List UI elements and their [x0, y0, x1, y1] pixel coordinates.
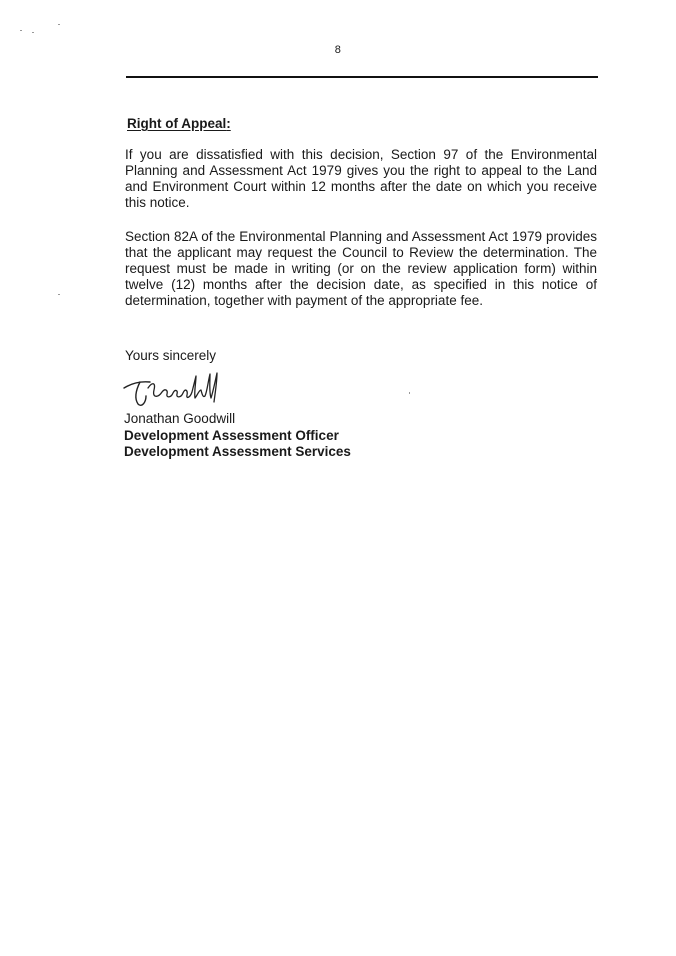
closing-salutation: Yours sincerely	[125, 348, 217, 363]
scan-speck	[20, 30, 22, 31]
header-rule	[126, 76, 598, 78]
review-paragraph-2: Section 82A of the Environmental Planning and Assessment Act 1979 provides that the applicant may request the Council to Review the determination. The request must be made in writing (or on the review application form) within twelve (12) months after the decision date, as specified in this notice of determination, together with payment of the appropriate fee.	[125, 229, 597, 308]
signer-department: Development Assessment Services	[124, 444, 351, 459]
scan-speck	[32, 32, 34, 33]
section-heading	[127, 116, 231, 131]
heading-colon: :	[226, 116, 231, 131]
scan-speck	[58, 294, 60, 295]
scan-speck	[409, 392, 410, 394]
page-number: 8	[334, 44, 342, 56]
scan-speck	[58, 24, 60, 25]
heading-text: Right of Appeal	[127, 116, 227, 131]
signer-title: Development Assessment Officer	[124, 428, 339, 443]
handwritten-signature	[118, 368, 228, 410]
signer-name: Jonathan Goodwill	[124, 411, 236, 426]
appeal-paragraph-1: If you are dissatisfied with this decision, Section 97 of the Environmental Planning and Assessment Act 1979 gives you the right to appeal to the Land and Environment Court within 12 months after the date on which you receive this notice.	[125, 147, 597, 210]
